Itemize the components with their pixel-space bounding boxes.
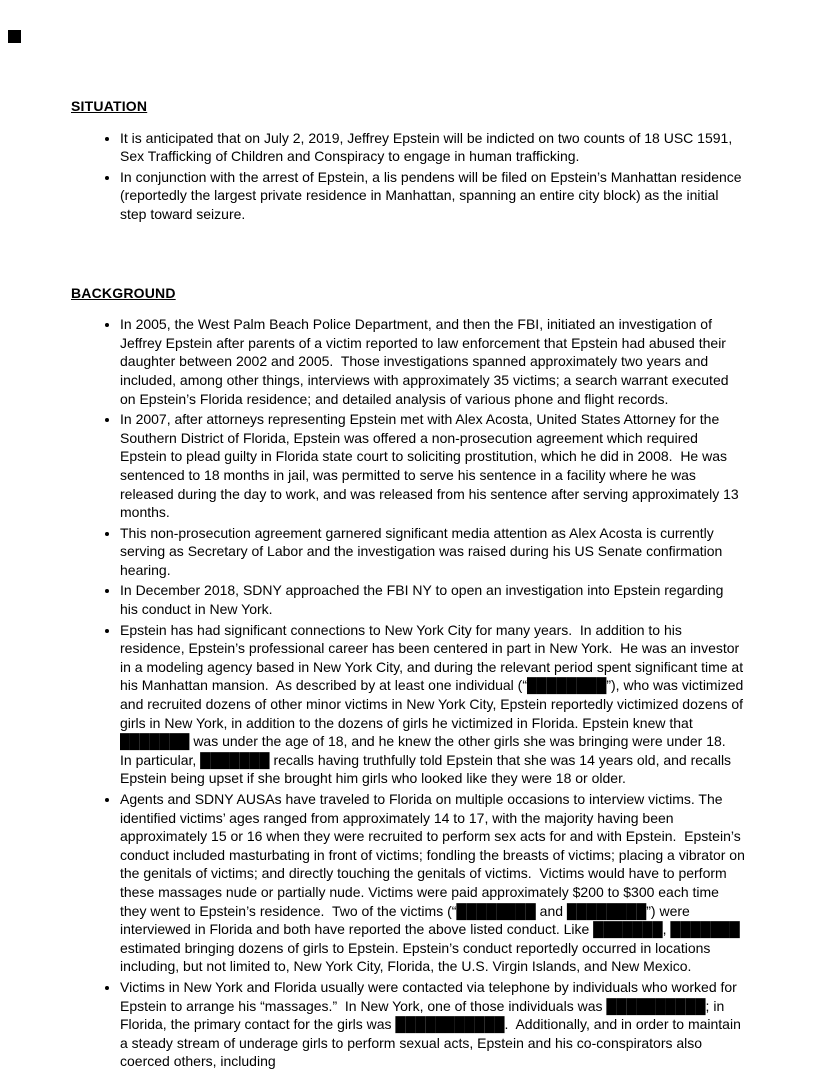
bullet-item: • It is anticipated that on July 2, 2019, Jeffrey Epstein will be indicted on two counts of 18 USC 1591, Sex Trafficking of Children and Conspiracy to engage in human trafficking.	[120, 129, 745, 166]
bullet-item: • In 2007, after attorneys representing Epstein met with Alex Acosta, United States Attorney for the Southern District of Florida, Epstein was offered a non-prosecution agreement which required Epstein to plead guilty in Florida state court to soliciting prostitution, which he did in 2008. He was sentenced to 18 months in jail, was permitted to serve his sentence in a facility where he was released during the day to work, and was released from his sentence after serving approximately 13 months.	[120, 410, 745, 522]
bullet-item: • In 2005, the West Palm Beach Police Department, and then the FBI, initiated an investigation of Jeffrey Epstein after parents of a victim reported to law enforcement that Epstein had abused their daughter between 2002 and 2005. Those investigations spanned approximately two years and included, among other things, interviews with approximately 35 victims; a search warrant executed on Epstein’s Florida residence; and detailed analysis of various phone and flight records.	[120, 315, 745, 408]
section-situation	[71, 97, 745, 224]
section-background	[71, 284, 749, 1071]
situation-bullet-list	[71, 129, 745, 224]
corner-redaction-mark	[8, 30, 21, 43]
bullet-item: • Agents and SDNY AUSAs have traveled to Florida on multiple occasions to interview victims. The identified victims’ ages ranged from approximately 14 to 17, with the majority having been approximately 15 or 16 when they were recruited to perform sex acts for and with Epstein. Epstein’s conduct included masturbating in front of victims; fondling the breasts of victims; placing a vibrator on the genitals of victims; and directly touching the genitals of victims. Victims would have to perform these massages nude or partially nude. Victims were paid approximately $200 to $300 each time they went to Epstein’s residence. Two of the victims (“████████ and ████████”) were interviewed in Florida and both have reported the above listed conduct. Like ███████, ███████ estimated bringing dozens of girls to Epstein. Epstein’s conduct reportedly occurred in locations including, but not limited to, New York City, Florida, the U.S. Virgin Islands, and New Mexico.	[120, 790, 745, 976]
bullet-item: • This non-prosecution agreement garnered significant media attention as Alex Acosta is currently serving as Secretary of Labor and the investigation was raised during his US Senate confirmation hearing.	[120, 524, 745, 580]
bullet-item: • In December 2018, SDNY approached the FBI NY to open an investigation into Epstein regarding his conduct in New York.	[120, 581, 745, 618]
situation-heading: SITUATION	[71, 98, 148, 114]
background-heading: BACKGROUND	[71, 284, 176, 301]
bullet-item: • In conjunction with the arrest of Epstein, a lis pendens will be filed on Epstein’s Manhattan residence (reportedly the largest private residence in Manhattan, spanning an entire city block) as the initial step toward seizure.	[120, 168, 745, 224]
bullet-item: • Epstein has had significant connections to New York City for many years. In addition to his residence, Epstein’s professional career has been centered in part in New York. He was an investor in a modeling agency based in New York City, and during the relevant period spent significant time at his Manhattan mansion. As described by at least one individual (“████████”), who was victimized and recruited dozens of other minor victims in New York City, Epstein reportedly victimized dozens of girls in New York, in addition to the dozens of girls he victimized in Florida. Epstein knew that ███████ was under the age of 18, and he knew the other girls she was bringing were under 18. In particular, ███████ recalls having truthfully told Epstein that she was 14 years old, and recalls Epstein being upset if she brought him girls who looked like they were 18 or older.	[120, 621, 745, 788]
background-bullet-list	[71, 315, 749, 1071]
bullet-item: • Victims in New York and Florida usually were contacted via telephone by individuals who worked for Epstein to arrange his “massages.” In New York, one of those individuals was ██████████; in Florida, the primary contact for the girls was ███████████. Additionally, and in order to maintain a steady stream of underage girls to perform sexual acts, Epstein and his co-conspirators also coerced others, including	[120, 978, 745, 1071]
